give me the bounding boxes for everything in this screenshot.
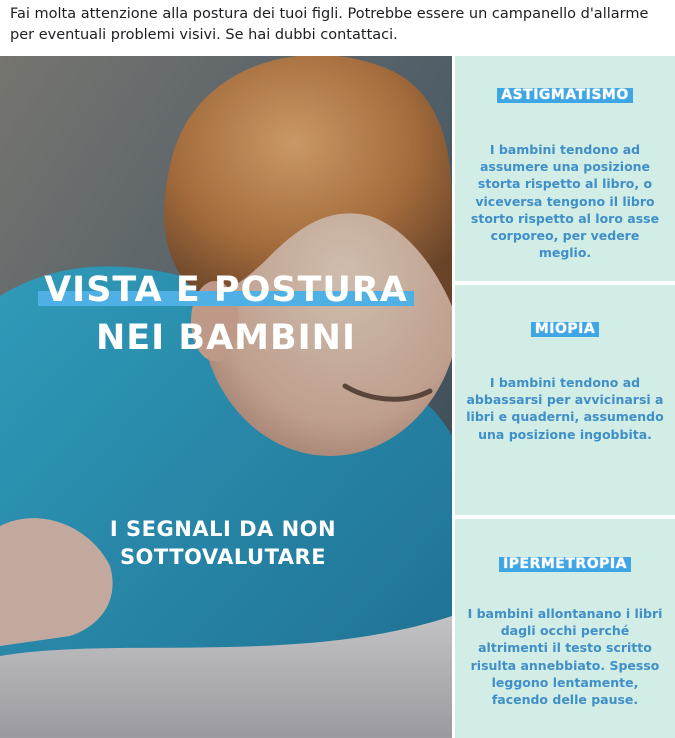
panel-body: I bambini tendono ad abbassarsi per avvicinarsi a libri e quaderni, assumendo una posizione ingobbita. [466, 375, 664, 442]
hero-title-line1: VISTA E POSTURA [0, 270, 452, 310]
hero-subtitle-line2: SOTTOVALUTARE [119, 545, 327, 569]
hero-subtitle [0, 515, 446, 571]
panel-miopia [455, 285, 675, 515]
panel-body: I bambini tendono ad assumere una posizione storta rispetto al libro, o viceversa tengono il libro storto rispetto al loro asse corporeo, per vedere meglio. [470, 142, 660, 261]
photo-illustration [0, 56, 452, 738]
hero-subtitle-line1: I SEGNALI DA NON [109, 517, 337, 541]
panel-ipermetropia [455, 519, 675, 738]
panel-heading: MIOPIA [455, 318, 675, 337]
hero-title-line2: NEI BAMBINI [95, 318, 357, 358]
post-caption: Fai molta attenzione alla postura dei tuoi figli. Potrebbe essere un campanello d'allarme per eventuali problemi visivi. Se hai dubbi contattaci. [10, 6, 649, 43]
child-reading-photo [0, 56, 452, 738]
panel-heading: ASTIGMATISMO [455, 84, 675, 103]
post-image[interactable] [0, 56, 675, 738]
panel-astigmatismo [455, 56, 675, 281]
panel-heading: IPERMETROPIA [455, 553, 675, 572]
panel-body: I bambini allontanano i libri dagli occhi perché altrimenti il testo scritto risulta annebbiato. Spesso leggono lentamente, facendo delle pause. [467, 606, 663, 708]
